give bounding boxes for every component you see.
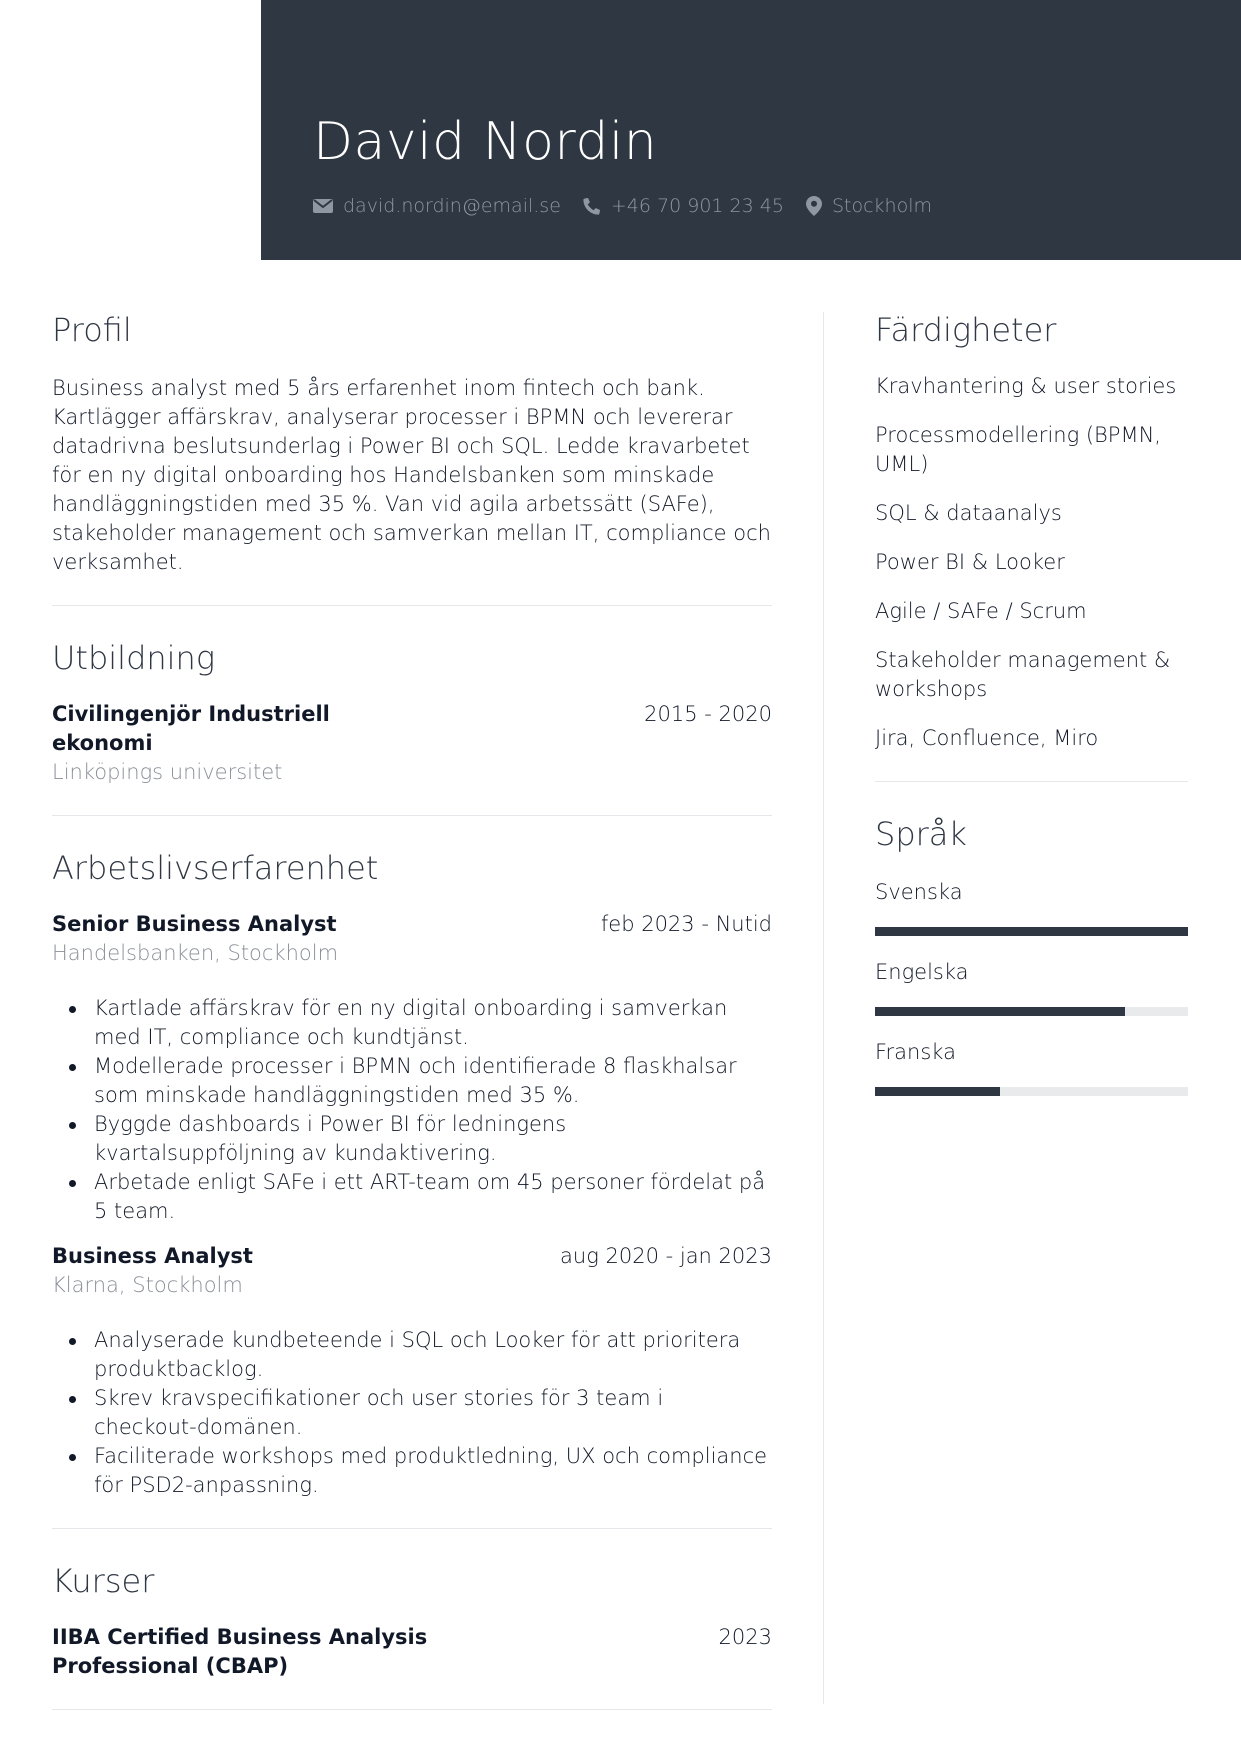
education-section: [52, 636, 772, 816]
course-name: IIBA Certified Business Analysis Professional (CBAP): [52, 1625, 428, 1678]
section-title-languages: Språk: [875, 815, 967, 853]
profile-section: [52, 308, 772, 606]
candidate-name: David Nordin: [313, 112, 658, 172]
job-dates: aug 2020 - jan 2023: [560, 1244, 772, 1268]
course-year: 2023: [718, 1625, 772, 1649]
envelope-icon: [313, 198, 333, 214]
bullet-item: Modellerade processer i BPMN och identifierade 8 flaskhalsar som minskade handläggningstiden med 35 %.: [52, 1052, 772, 1110]
section-title-skills: Färdigheter: [875, 311, 1057, 349]
skills-section: [875, 308, 1188, 782]
language-level-bar: [875, 1087, 1188, 1096]
bullet-item: Faciliterade workshops med produktledning, UX och compliance för PSD2-anpassning.: [52, 1442, 772, 1500]
profile-text: Business analyst med 5 års erfarenhet inom fintech och bank. Kartlägger affärskrav, analyserar processer i BPMN och levererar datadrivna beslutsunderlag i Power BI och SQL. Ledde kravarbetet för en ny digital onboarding hos Handelsbanken som minskade handläggningstiden med 35 %. Van vid agila arbetssätt (SAFe), stakeholder management och samverkan mellan IT, compliance och verksamhet.: [52, 376, 771, 574]
side-column: [875, 308, 1188, 1096]
job-dates: feb 2023 - Nutid: [600, 912, 772, 936]
job-entry: [52, 910, 772, 1226]
bullet-item: Arbetade enligt SAFe i ett ART-team om 45 personer fördelat på 5 team.: [52, 1168, 772, 1226]
phone-text: +46 70 901 23 45: [610, 195, 784, 217]
school-name: Linköpings universitet: [52, 760, 283, 784]
phone-icon: [583, 197, 601, 215]
course-entry: [52, 1623, 772, 1681]
education-entry: [52, 700, 772, 787]
bullet-item: Analyserade kundbeteende i SQL och Looker för att prioritera produktbacklog.: [52, 1326, 772, 1384]
language-level-fill: [875, 1007, 1125, 1016]
skill-item: Kravhantering & user stories: [875, 374, 1177, 398]
bullet-item: Byggde dashboards i Power BI för ledningens kvartalsuppföljning av kundaktivering.: [52, 1110, 772, 1168]
main-column: [52, 308, 772, 1740]
language-item: [875, 1038, 1188, 1096]
location-text: Stockholm: [831, 195, 932, 217]
contact-email[interactable]: [313, 195, 561, 217]
job-company: Handelsbanken, Stockholm: [52, 941, 339, 965]
language-name: Svenska: [875, 880, 963, 904]
email-text: david.nordin@email.se: [343, 195, 561, 217]
column-divider: [823, 312, 824, 1704]
language-name: Franska: [875, 1040, 956, 1064]
skill-item: SQL & dataanalys: [875, 501, 1062, 525]
courses-section: [52, 1559, 772, 1710]
bullet-item: Skrev kravspecifikationer och user stories för 3 team i checkout-domänen.: [52, 1384, 772, 1442]
language-level-bar: [875, 1007, 1188, 1016]
language-item: [875, 878, 1188, 936]
skill-item: Stakeholder management & workshops: [875, 648, 1171, 701]
skill-item: Agile / SAFe / Scrum: [875, 599, 1087, 623]
job-company: Klarna, Stockholm: [52, 1273, 243, 1297]
job-bullets: [52, 994, 772, 1226]
degree-title: Civilingenjör Industriell ekonomi: [52, 702, 330, 755]
skill-item: Power BI & Looker: [875, 550, 1065, 574]
map-pin-icon: [806, 196, 822, 216]
language-name: Engelska: [875, 960, 969, 984]
section-title-courses: Kurser: [52, 1562, 155, 1600]
experience-section: [52, 846, 772, 1529]
header-banner: [261, 0, 1241, 260]
job-bullets: [52, 1326, 772, 1500]
language-item: [875, 958, 1188, 1016]
job-title: Business Analyst: [52, 1244, 253, 1268]
bullet-item: Kartlade affärskrav för en ny digital onboarding i samverkan med IT, compliance och kundtjänst.: [52, 994, 772, 1052]
section-title-experience: Arbetslivserfarenhet: [52, 849, 379, 887]
skill-item: Jira, Confluence, Miro: [875, 726, 1099, 750]
language-level-bar: [875, 927, 1188, 936]
contact-row: [313, 192, 932, 220]
job-title: Senior Business Analyst: [52, 912, 337, 936]
language-level-fill: [875, 1087, 1000, 1096]
contact-location: [806, 195, 932, 217]
section-title-profile: Profil: [52, 311, 132, 349]
job-entry: [52, 1242, 772, 1500]
language-level-fill: [875, 927, 1188, 936]
section-title-education: Utbildning: [52, 639, 216, 677]
languages-section: [875, 812, 1188, 1096]
contact-phone[interactable]: [583, 195, 784, 217]
skill-item: Processmodellering (BPMN, UML): [875, 423, 1161, 476]
education-dates: 2015 - 2020: [644, 702, 772, 726]
